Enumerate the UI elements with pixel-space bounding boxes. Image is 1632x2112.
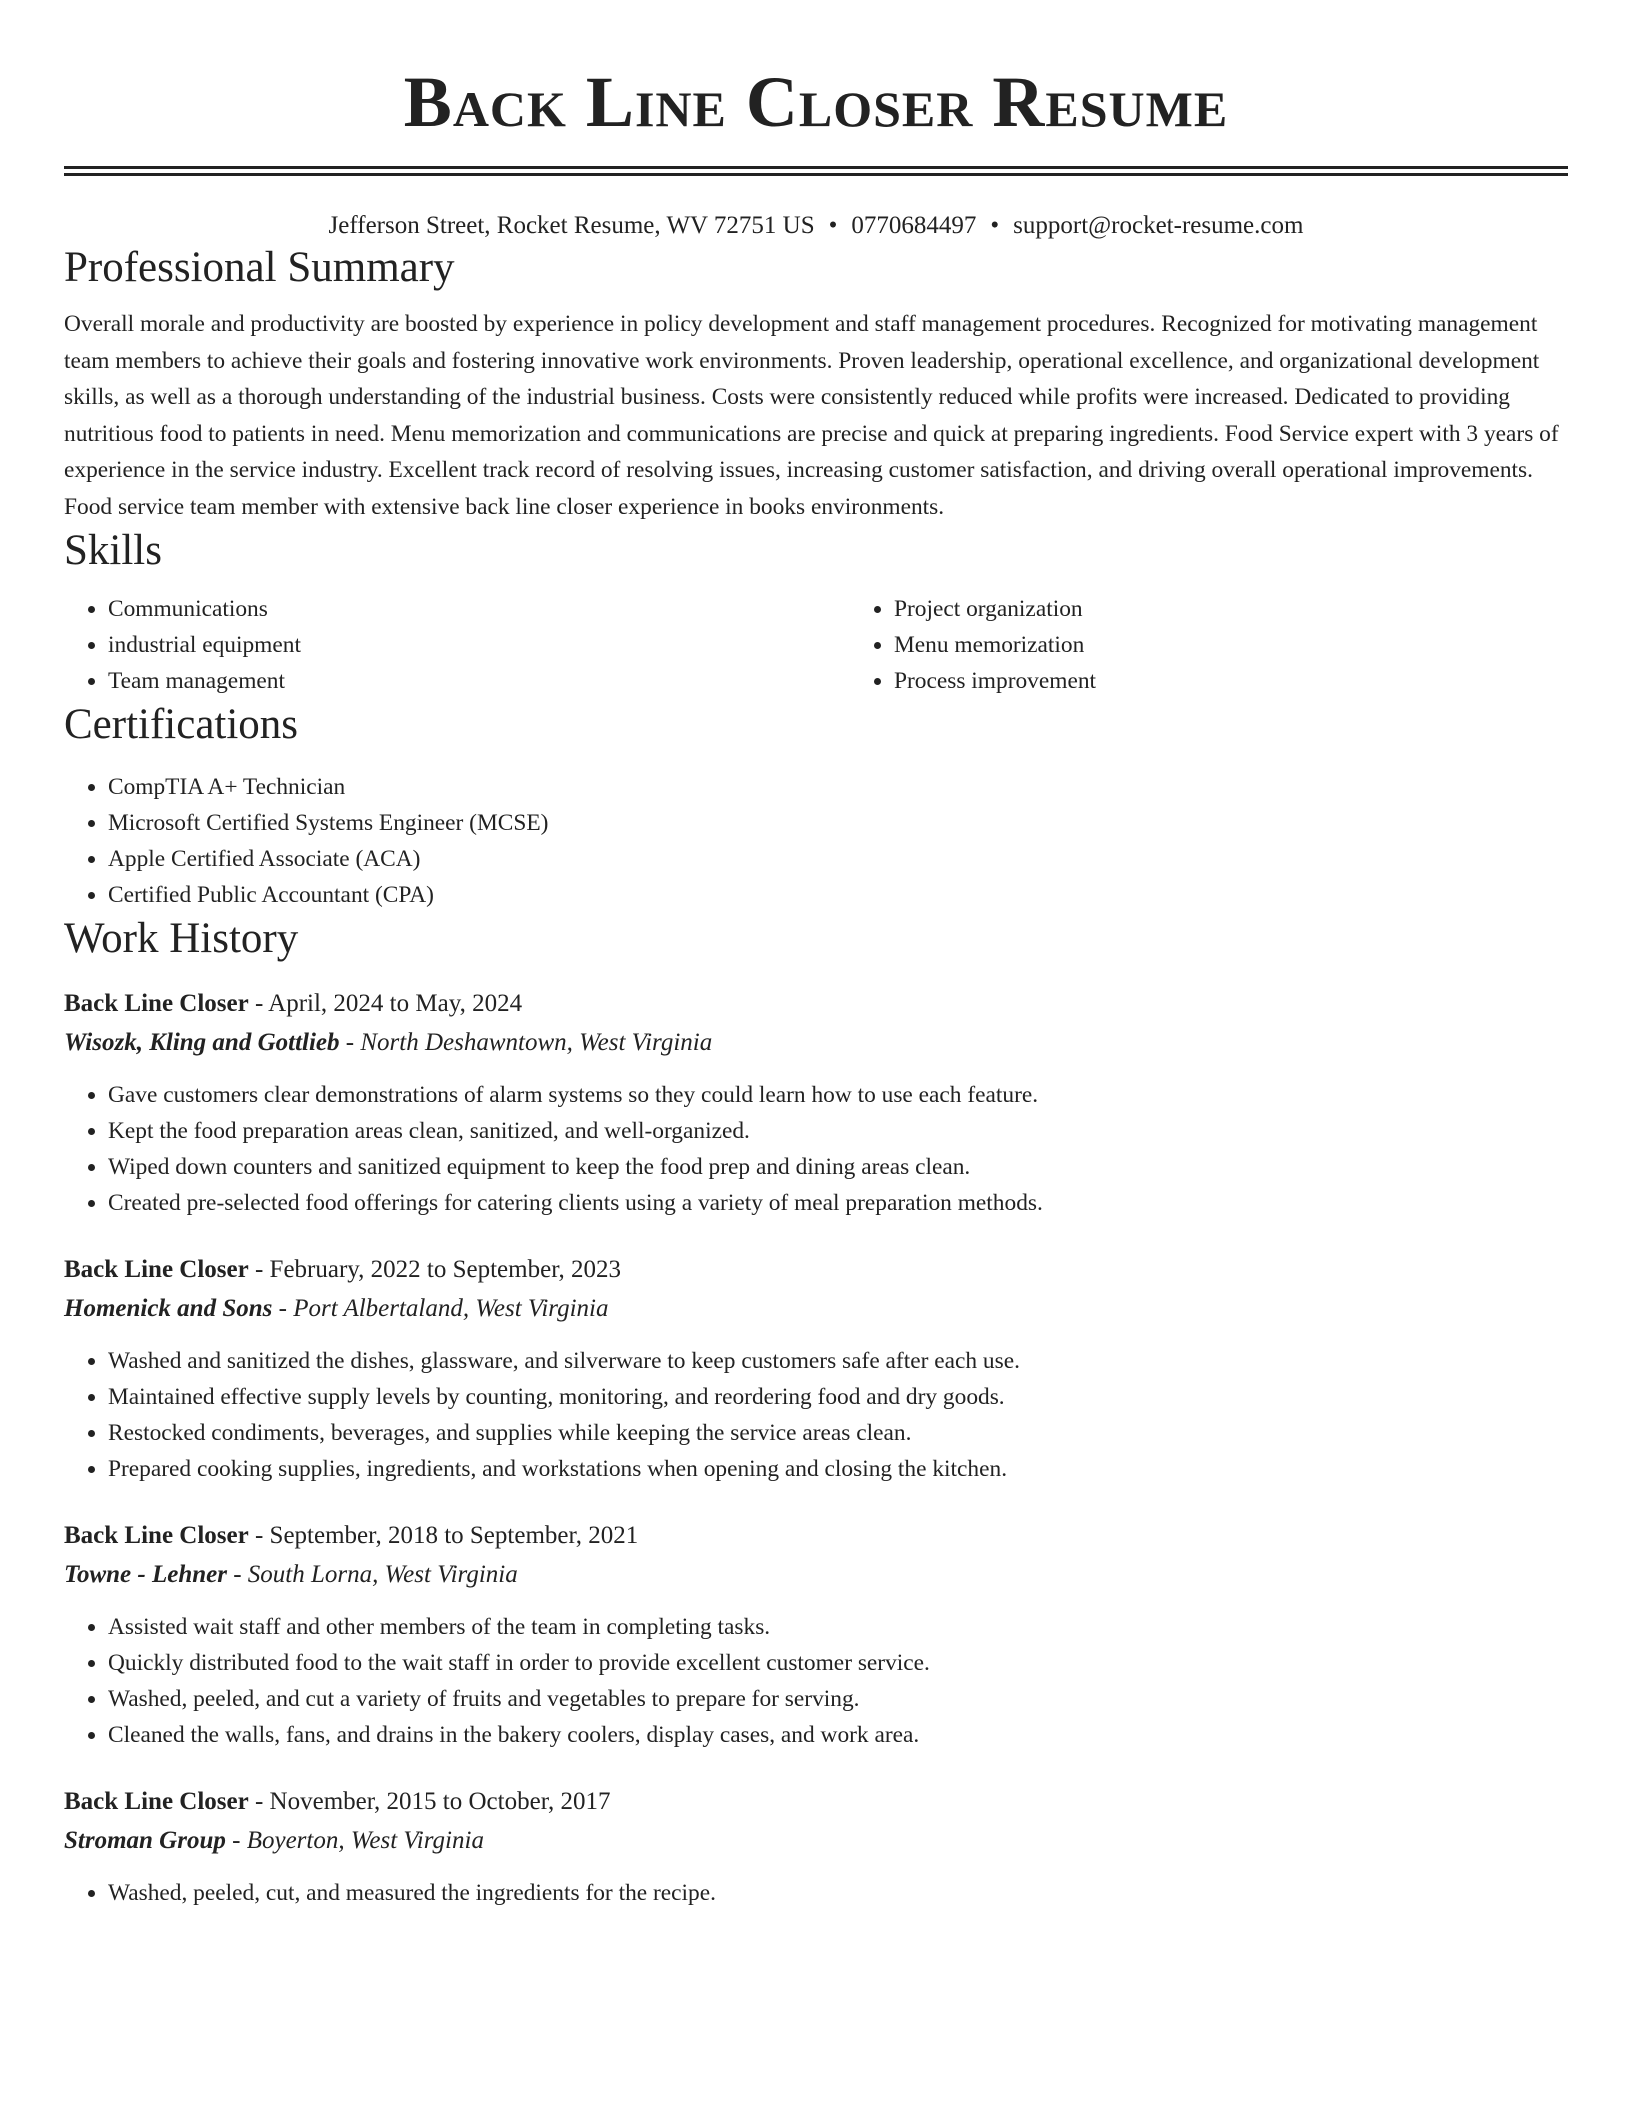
certification-item: • Microsoft Certified Systems Engineer (MCSE) [108,805,1568,841]
job-title-line [64,985,1568,1023]
job-bullet: • Kept the food preparation areas clean, sanitized, and well-organized. [108,1113,1568,1149]
contact-separator: • [990,212,1000,239]
job-title-line [64,1517,1568,1555]
job-bullet: • Cleaned the walls, fans, and drains in the bakery coolers, display cases, and work area. [108,1717,1568,1753]
job-company-line [64,1289,1568,1329]
skill-item: • industrial equipment [108,627,850,663]
contact-line [64,210,1568,242]
job-bullet: • Quickly distributed food to the wait staff in order to provide excellent customer service. [108,1645,1568,1681]
skills-list-right [850,591,1632,699]
job-bullet: • Assisted wait staff and other members of the team in completing tasks. [108,1609,1568,1645]
job-bullets [64,1343,1568,1487]
job-company-line [64,1821,1568,1861]
job-entry [64,1251,1568,1487]
job-dates: - September, 2018 to September, 2021 [248,1522,639,1549]
resume-title: Back Line Closer Resume [403,62,1229,142]
skills-list-left [64,591,850,699]
certification-item: • Apple Certified Associate (ACA) [108,841,1568,877]
job-bullet: • Washed and sanitized the dishes, glassware, and silverware to keep customers safe after each use. [108,1343,1568,1379]
job-location: - South Lorna, West Virginia [226,1561,518,1588]
job-role: Back Line Closer [64,1256,249,1283]
job-title-line [64,1783,1568,1821]
skill-item: • Project organization [894,591,1632,627]
title-double-rule [64,166,1568,176]
contact-email: support@rocket-resume.com [1013,212,1304,239]
job-entry [64,1517,1568,1753]
job-location: - Port Albertaland, West Virginia [272,1295,609,1322]
job-role: Back Line Closer [64,990,249,1017]
certification-item: • CompTIA A+ Technician [108,769,1568,805]
job-location: - North Deshawntown, West Virginia [339,1029,713,1056]
job-title-line [64,1251,1568,1289]
job-dates: - February, 2022 to September, 2023 [248,1256,622,1283]
job-company: Stroman Group [64,1827,226,1854]
skill-item: • Process improvement [894,663,1632,699]
contact-separator: • [828,212,838,239]
job-bullet: • Washed, peeled, and cut a variety of fruits and vegetables to prepare for serving. [108,1681,1568,1717]
job-location: - Boyerton, West Virginia [225,1827,484,1854]
job-bullet: • Restocked condiments, beverages, and supplies while keeping the service areas clean. [108,1415,1568,1451]
certifications-heading: Certifications [64,701,299,748]
job-company: Homenick and Sons [64,1295,273,1322]
skill-item: • Communications [108,591,850,627]
summary-heading: Professional Summary [64,244,455,291]
job-company-line [64,1023,1568,1063]
job-bullets [64,1875,1568,1911]
job-bullet: • Created pre-selected food offerings for catering clients using a variety of meal preparation methods. [108,1185,1568,1221]
job-bullets [64,1077,1568,1221]
skill-item: • Team management [108,663,850,699]
certifications-list [64,769,1568,913]
job-entry [64,1783,1568,1911]
job-company-line [64,1555,1568,1595]
job-company: Wisozk, Kling and Gottlieb [64,1029,340,1056]
job-role: Back Line Closer [64,1522,249,1549]
work-history-heading: Work History [64,915,299,962]
job-entry [64,985,1568,1221]
job-dates: - November, 2015 to October, 2017 [248,1788,611,1815]
job-bullet: • Wiped down counters and sanitized equipment to keep the food prep and dining areas clean. [108,1149,1568,1185]
job-company: Towne - Lehner [64,1561,227,1588]
job-bullet: • Gave customers clear demonstrations of alarm systems so they could learn how to use each feature. [108,1077,1568,1113]
contact-phone: 0770684497 [851,212,977,239]
summary-text: Overall morale and productivity are boosted by experience in policy development and staff management procedures. Recognized for motivating management team members to achieve their goals and fostering innovative work environments. Proven leadership, operational excellence, and organizational development skills, as well as a thorough understanding of the industrial business. Costs were consistently reduced while profits were increased. Dedicated to providing nutritious food to patients in need. Menu memorization and communications are precise and quick at preparing ingredients. Food Service expert with 3 years of experience in the service industry. Excellent track record of resolving issues, increasing customer satisfaction, and driving overall operational improvements. Food service team member with extensive back line closer experience in books environments. [64,311,1559,520]
certification-item: • Certified Public Accountant (CPA) [108,877,1568,913]
job-bullet: • Washed, peeled, cut, and measured the ingredients for the recipe. [108,1875,1568,1911]
job-bullet: • Prepared cooking supplies, ingredients, and workstations when opening and closing the kitchen. [108,1451,1568,1487]
job-bullet: • Maintained effective supply levels by counting, monitoring, and reordering food and dry goods. [108,1379,1568,1415]
job-role: Back Line Closer [64,1788,249,1815]
contact-address: Jefferson Street, Rocket Resume, WV 72751 US [328,212,815,239]
skill-item: • Menu memorization [894,627,1632,663]
skills-grid [64,591,1568,699]
job-bullets [64,1609,1568,1753]
job-dates: - April, 2024 to May, 2024 [248,990,523,1017]
skills-heading: Skills [64,527,162,574]
